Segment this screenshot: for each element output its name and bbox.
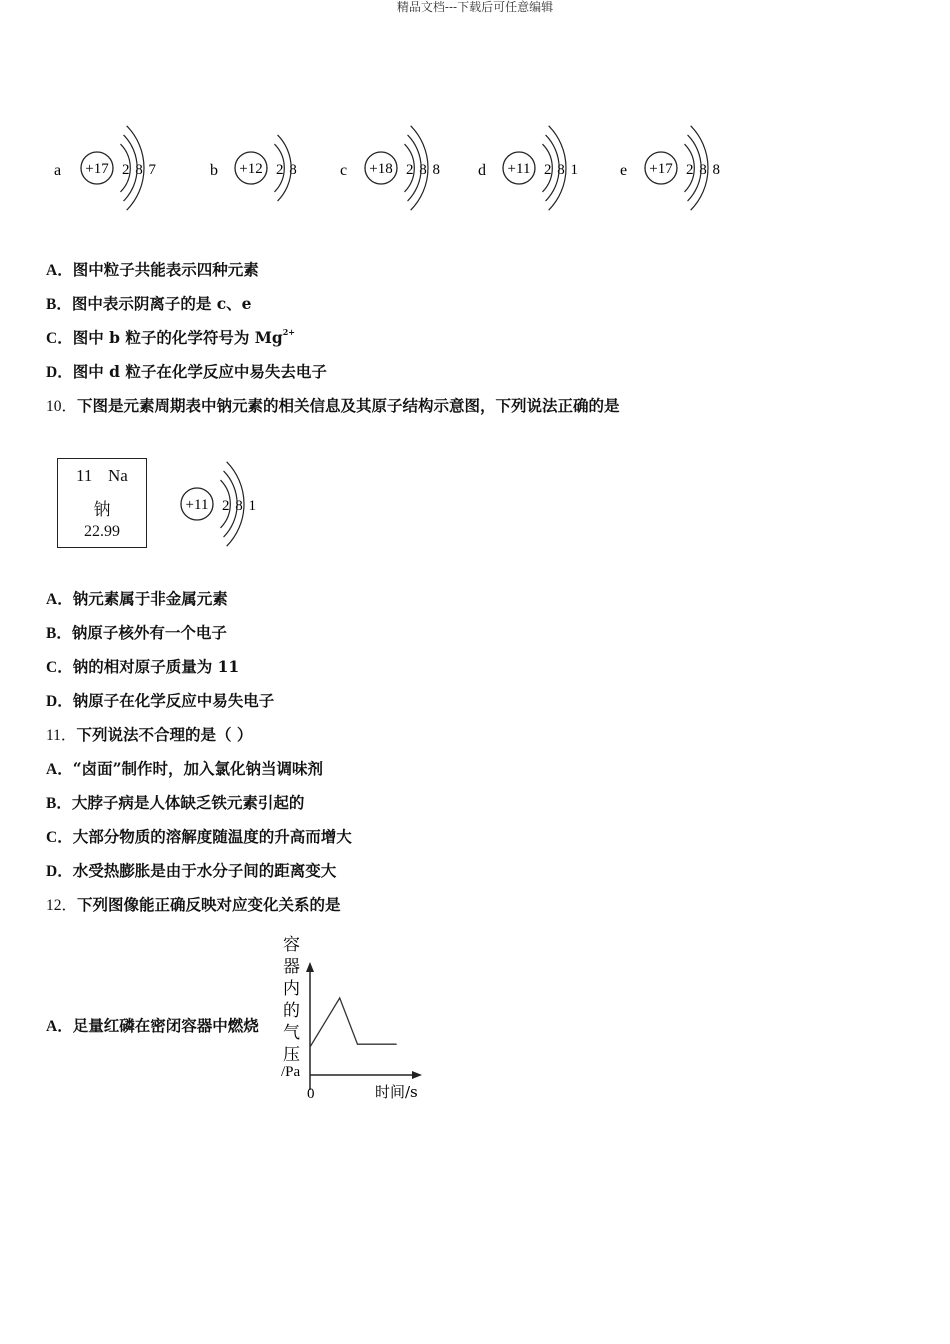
atom-label: a [54, 162, 62, 179]
question-number: 10． [46, 398, 78, 415]
q12-stem [46, 895, 341, 916]
atom-label: c [340, 162, 348, 179]
q12-option-a[interactable] [46, 1016, 259, 1037]
element-name: 钠 [93, 500, 111, 520]
page-header: 精品文档---下载后可任意编辑 [396, 0, 554, 14]
q11-option-a[interactable] [46, 759, 323, 780]
q11-stem [46, 725, 252, 746]
atom-label: d [478, 162, 486, 179]
option-letter: A． [46, 262, 73, 279]
option-text: 大脖子病是人体缺乏铁元素引起的 [71, 793, 305, 812]
atom-structure [210, 108, 335, 220]
element-symbol: Na [108, 466, 128, 485]
y-axis-label-char: 内 [283, 979, 300, 999]
q9-option-d[interactable] [46, 362, 327, 383]
data-point [396, 1044, 397, 1045]
atom-a [54, 108, 179, 224]
q9-option-c[interactable] [46, 328, 295, 349]
electron-counts: 2 8 1 [544, 162, 579, 178]
atomic-number: 11 [76, 466, 93, 485]
option-letter: B． [46, 795, 72, 812]
q10-option-b[interactable] [46, 623, 227, 644]
atom-structure [620, 108, 745, 220]
nucleus-charge: +17 [85, 161, 109, 177]
option-text: 图中 b 粒子的化学符号为 Mg [72, 328, 283, 347]
q11-option-c[interactable] [46, 827, 352, 848]
option-letter: D． [46, 863, 73, 880]
option-letter: D． [46, 364, 73, 381]
option-letter: C． [46, 330, 73, 347]
option-letter: C． [46, 659, 73, 676]
x-axis-arrow [412, 1071, 422, 1079]
question-text: 下列图像能正确反映对应变化关系的是 [77, 895, 341, 914]
nucleus-charge: +12 [239, 161, 263, 177]
y-axis-label-char: 的 [283, 1001, 300, 1021]
atom-d [478, 108, 603, 224]
atom-structure [180, 444, 280, 556]
option-text: 图中表示阴离子的是 c、e [71, 294, 252, 313]
q10-option-c[interactable] [46, 657, 239, 678]
atom-b [210, 108, 335, 224]
ion-charge: 2+ [282, 327, 296, 337]
electron-counts: 2 8 1 [222, 498, 257, 514]
electron-counts: 2 8 [276, 162, 298, 178]
electron-counts: 2 8 7 [122, 162, 157, 178]
option-text: 图中粒子共能表示四种元素 [72, 260, 259, 279]
nucleus-charge: +18 [369, 161, 393, 177]
atom-e [620, 108, 745, 224]
option-letter: C． [46, 829, 73, 846]
option-text: 足量红磷在密闭容器中燃烧 [72, 1016, 259, 1035]
atomic-mass: 22.99 [84, 523, 120, 540]
option-letter: A． [46, 1018, 73, 1035]
series-group [309, 997, 396, 1047]
atom-structure [340, 108, 465, 220]
q10-stem [46, 396, 620, 417]
q11-option-b[interactable] [46, 793, 304, 814]
data-point [357, 1044, 358, 1045]
origin-label: 0 [307, 1086, 315, 1102]
question-text: 下图是元素周期表中钠元素的相关信息及其原子结构示意图，下列说法正确的是 [77, 396, 620, 415]
y-axis-label-char: 气 [283, 1023, 300, 1043]
y-axis-arrow [306, 962, 314, 972]
nucleus-charge: +17 [649, 161, 673, 177]
atom-c [340, 108, 465, 224]
option-text: “卤面”制作时，加入氯化钠当调味剂 [72, 759, 324, 778]
option-text: 图中 d 粒子在化学反应中易失去电子 [72, 362, 327, 381]
data-point [339, 997, 340, 998]
atom-label: e [620, 162, 628, 179]
option-text: 大部分物质的溶解度随温度的升高而增大 [72, 827, 352, 846]
q9-option-a[interactable] [46, 260, 259, 281]
nucleus-charge: +11 [185, 497, 209, 513]
question-number: 11． [46, 727, 77, 744]
option-letter: B． [46, 625, 72, 642]
sodium-atom-diagram [180, 444, 280, 560]
option-letter: B． [46, 296, 72, 313]
pressure-line [310, 998, 396, 1047]
y-axis-label-char: 压 [283, 1045, 300, 1065]
atom-label: b [210, 162, 218, 179]
nucleus-charge: +11 [507, 161, 531, 177]
option-text: 钠元素属于非金属元素 [72, 589, 228, 608]
q11-option-d[interactable] [46, 861, 336, 882]
y-axis-label-char: 容 [283, 935, 300, 955]
x-axis-label: 时间/s [375, 1083, 418, 1101]
y-axis-unit: /Pa [281, 1064, 301, 1080]
q10-option-a[interactable] [46, 589, 228, 610]
atom-structure [54, 108, 179, 220]
question-text: 下列说法不合理的是（ ） [76, 725, 253, 744]
data-point [309, 1046, 310, 1047]
option-text: 钠原子核外有一个电子 [71, 623, 227, 642]
atom-structure [478, 108, 603, 220]
question-number: 12． [46, 897, 78, 914]
electron-counts: 2 8 8 [406, 162, 441, 178]
option-letter: D． [46, 693, 73, 710]
option-text: 钠原子在化学反应中易失电子 [72, 691, 275, 710]
periodic-table-cell [57, 458, 147, 548]
option-text: 水受热膨胀是由于水分子间的距离变大 [72, 861, 337, 880]
option-letter: A． [46, 761, 73, 778]
y-axis-label [283, 935, 300, 1065]
q9-option-b[interactable] [46, 294, 252, 315]
electron-counts: 2 8 8 [686, 162, 721, 178]
y-axis-label-char: 器 [283, 957, 300, 977]
option-text: 钠的相对原子质量为 11 [72, 657, 240, 676]
pressure-time-graph [276, 932, 436, 1104]
q10-option-d[interactable] [46, 691, 274, 712]
option-letter: A． [46, 591, 73, 608]
